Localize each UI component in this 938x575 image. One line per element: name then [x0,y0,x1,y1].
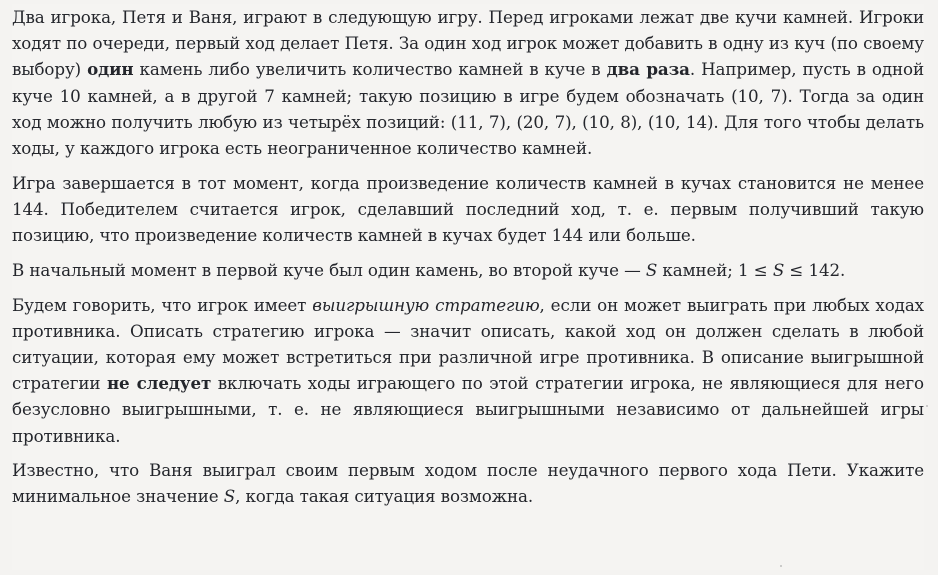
text-segment-italic: S [645,259,658,280]
text-segment: . Например, пусть в одной куче 10 камней, а в другой 7 камней; такую позицию в игре будем обозначать (10, 7). Тогда за один ход можно получить любую из четырёх позиций: (11, 7), (20, 7), (10, 8), (10, 14). Для того чтобы делать ходы, у каждого игрока есть неограниченное количество камней. [12,59,925,159]
text-segment-italic: S [223,486,236,507]
paragraph-game-rules [12,4,924,161]
paragraph-initial-position [12,257,924,283]
text-segment: В начальный момент в первой куче был один камень, во второй куче — [12,259,646,280]
text-segment-bold: один [87,59,134,80]
text-segment: Известно, что Ваня выиграл своим первым ходом после неудачного первого хода Пети. Укажите минимальное значение [12,460,924,507]
paragraph-game-end [12,170,924,249]
text-segment: Два игрока, Петя и Ваня, играют в следующую игру. Перед игроками лежат две кучи камней. Игроки ходят по очереди, первый ход делает Петя. За один ход игрок может добавить в одну из куч (по своему выбору) [12,7,924,80]
text-segment: Игра завершается в тот момент, когда произведение количеств камней в кучах становится не менее 144. Победителем считается игрок, сделавший последний ход, т. е. первым получивший такую позицию, что произведение количеств камней в кучах будет 144 или больше. [12,172,924,246]
text-segment: ≤ 142. [784,259,846,280]
text-segment: , когда такая ситуация возможна. [235,486,534,507]
text-segment: , если он может выиграть при любых ходах противника. Описать стратегию игрока — значит описать, какой ход он должен сделать в любой ситуации, которая ему может встретиться при различной игре противника. В описание выигрышной стратегии [12,294,924,394]
text-segment: камень либо увеличить количество камней в куче в [133,59,607,80]
scan-speck [780,565,782,567]
text-segment: камней; 1 ≤ [657,259,773,280]
text-segment-bold: не следует [106,373,212,394]
text-segment-bold: два раза [606,59,690,80]
paragraph-question [12,457,924,509]
text-segment-italic: выигрышную стратегию [312,294,540,315]
text-segment: включать ходы играющего по этой стратегии игрока, не являющиеся для него безусловно выигрышными, т. е. не являющиеся выигрышными независимо от дальнейшей игры противника. [12,373,924,446]
scan-speck [926,405,928,407]
textbook-page [12,4,924,570]
text-segment-italic: S [772,259,785,280]
paragraph-winning-strategy [12,292,924,449]
text-segment: Будем говорить, что игрок имеет [12,294,313,315]
